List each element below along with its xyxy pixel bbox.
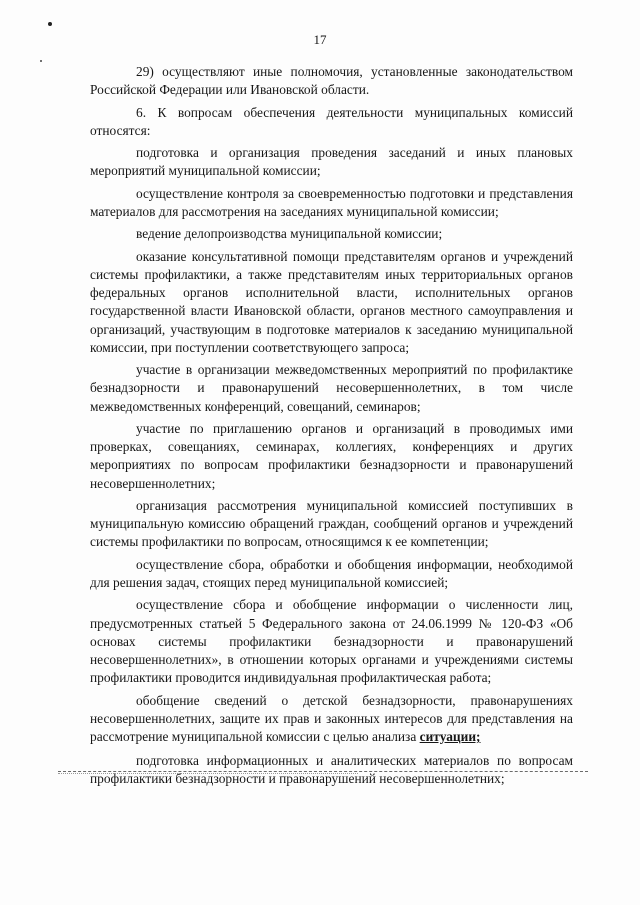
scan-artifact-line: [58, 771, 588, 772]
paragraph-analysis-emphasis: ситуации;: [419, 728, 481, 744]
paragraph-consulting: оказание консультативной помощи представителям органов и учреждений системы профилактики, а также представителям иных территориальных органов федеральных органов исполнительной власти, исполнительных органов государственной власти Ивановской области, органов местного самоуправления и организаций, участвующим в подготовке материалов к заседанию муниципальной комиссии, при поступлении соответствующего запроса;: [90, 248, 573, 355]
scan-artifact-dot-small: [40, 60, 42, 62]
paragraph-analysis: [90, 692, 573, 747]
paragraph-control: осуществление контроля за своевременностью подготовки и представления материалов для рассмотрения на заседаниях муниципальной комиссии;: [90, 185, 573, 219]
document-body: [90, 63, 573, 793]
scan-artifact-dot: [48, 22, 52, 26]
paragraph-section-6: 6. К вопросам обеспечения деятельности муниципальных комиссий относятся:: [90, 104, 573, 138]
paragraph-appeals: организация рассмотрения муниципальной комиссией поступивших в муниципальную комиссию обращений граждан, сообщений органов и учреждений системы профилактики по вопросам, относящимся к ее компетенции;: [90, 497, 573, 550]
paragraph-statistics: осуществление сбора и обобщение информации о численности лиц, предусмотренных статьей 5 Федерального закона от 24.06.1999 № 120-ФЗ «Об основах системы профилактики безнадзорности и правонарушений несовершеннолетних», в отношении которых органами и учреждениями системы профилактики проводится индивидуальная профилактическая работа;: [90, 597, 573, 686]
scan-artifact-line-faint: [58, 773, 358, 774]
page-number: 17: [313, 32, 327, 47]
paragraph-meetings: подготовка и организация проведения заседаний и иных плановых мероприятий муниципальной комиссии;: [90, 145, 573, 179]
paragraph-information: осуществление сбора, обработки и обобщения информации, необходимой для решения задач, стоящих перед муниципальной комиссией;: [90, 556, 573, 590]
paragraph-materials: подготовка информационных и аналитических материалов по вопросам профилактики безнадзорности и правонарушений несовершеннолетних;: [90, 753, 573, 787]
paragraph-records: ведение делопроизводства муниципальной комиссии;: [136, 226, 443, 242]
paragraph-analysis-text: обобщение сведений о детской безнадзорности, правонарушениях несовершеннолетних, защите их прав и законных интересов для представления на рассмотрение муниципальной комиссии с целью анализа: [90, 692, 573, 744]
paragraph-interagency: участие в организации межведомственных мероприятий по профилактике безнадзорности и правонарушений несовершеннолетних, в том числе межведомственных конференций, совещаний, семинаров;: [90, 362, 573, 414]
paragraph-inspections: участие по приглашению органов и организаций в проводимых ими проверках, совещаниях, семинарах, коллегиях, конференциях и других мероприятиях по вопросам профилактики безнадзорности и правонарушений несовершеннолетних;: [90, 420, 573, 491]
paragraph-item-29: 29) осуществляют иные полномочия, установленные законодательством Российской Федерации или Ивановской области.: [90, 64, 573, 98]
